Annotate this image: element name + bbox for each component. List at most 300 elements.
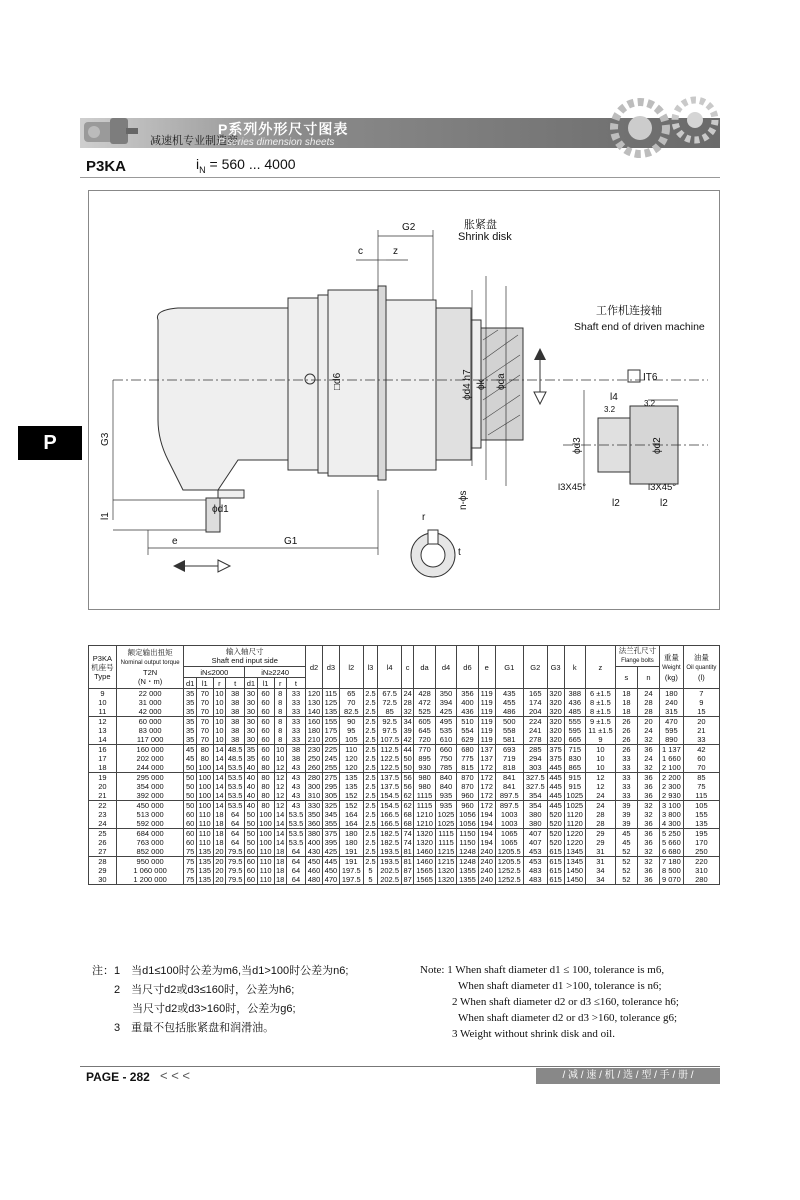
- table-cell: 1 137: [660, 745, 684, 755]
- table-cell: 8: [274, 735, 286, 745]
- table-cell: 38: [286, 745, 305, 755]
- table-cell: 1003: [495, 810, 523, 819]
- table-cell: 9: [89, 689, 117, 699]
- table-cell: 1345: [564, 857, 585, 867]
- table-cell: 110: [257, 866, 274, 875]
- table-cell: 79.5: [226, 857, 245, 867]
- table-cell: 35: [184, 689, 196, 699]
- dim-d6: □d6: [332, 372, 343, 390]
- table-row: [89, 829, 720, 839]
- table-body: [89, 689, 720, 885]
- table-cell: 1115: [435, 838, 456, 847]
- table-cell: 43: [286, 791, 305, 801]
- table-cell: 10: [213, 698, 225, 707]
- table-cell: 14: [274, 829, 286, 839]
- table-cell: 14: [213, 754, 225, 763]
- table-cell: 1056: [457, 819, 478, 829]
- table-cell: 930: [414, 763, 435, 773]
- table-cell: 380: [523, 819, 547, 829]
- table-cell: 42: [683, 745, 719, 755]
- notes-en: [420, 962, 679, 1042]
- table-cell: 470: [660, 717, 684, 727]
- table-cell: 1025: [435, 810, 456, 819]
- table-cell: 1565: [414, 866, 435, 875]
- table-cell: 35: [184, 698, 196, 707]
- table-cell: 35: [184, 717, 196, 727]
- table-cell: 135: [196, 875, 213, 885]
- table-cell: 31: [585, 857, 615, 867]
- table-cell: 204: [523, 707, 547, 717]
- table-cell: 33: [615, 782, 637, 791]
- page-arrows: < < <: [160, 1068, 190, 1083]
- page-number: PAGE - 282: [86, 1070, 150, 1084]
- table-cell: 115: [683, 791, 719, 801]
- table-cell: 60: [245, 875, 257, 885]
- table-cell: 450: [306, 857, 323, 867]
- table-row: [89, 726, 720, 735]
- table-cell: 75: [683, 782, 719, 791]
- table-cell: 4 300: [660, 819, 684, 829]
- table-cell: 36: [637, 838, 659, 847]
- model-label: P3KA: [86, 158, 127, 175]
- table-cell: 12: [274, 773, 286, 783]
- table-cell: 50: [245, 810, 257, 819]
- table-cell: 32: [637, 763, 659, 773]
- table-cell: 110: [257, 875, 274, 885]
- table-cell: 92.5: [378, 717, 402, 727]
- col-h: G1: [495, 646, 523, 689]
- table-cell: 33: [615, 773, 637, 783]
- table-cell: 629: [457, 735, 478, 745]
- table-cell: 43: [286, 801, 305, 811]
- col-h: c: [401, 646, 413, 689]
- table-cell: 327.5: [523, 782, 547, 791]
- table-row: [89, 698, 720, 707]
- table-cell: 870: [457, 773, 478, 783]
- table-cell: 645: [414, 726, 435, 735]
- table-cell: 581: [495, 735, 523, 745]
- section-tab: P: [18, 426, 82, 460]
- table-row: [89, 745, 720, 755]
- note-2b-cn: 当尺寸d2或d3>160时，公差为g6;: [132, 1003, 296, 1015]
- table-cell: 119: [478, 717, 495, 727]
- table-cell: 770: [414, 745, 435, 755]
- table-cell: 445: [322, 857, 339, 867]
- table-cell: 407: [523, 829, 547, 839]
- table-cell: 18: [615, 698, 637, 707]
- ratio-range: $i_N = 560$ ... 4000: [196, 156, 296, 175]
- table-cell: 330: [306, 801, 323, 811]
- table-cell: 36: [637, 875, 659, 885]
- dim-l3x45-right: l3X45°: [648, 482, 677, 493]
- table-cell: 60: [184, 810, 196, 819]
- table-cell: 240: [478, 866, 495, 875]
- table-cell: 120: [339, 754, 363, 763]
- table-cell: 394: [435, 698, 456, 707]
- col-flange: 法兰孔尺寸 Flange bolts: [615, 646, 659, 667]
- table-cell: 197.5: [339, 875, 363, 885]
- table-cell: 95: [339, 726, 363, 735]
- table-cell: 205: [322, 735, 339, 745]
- table-cell: 135: [339, 773, 363, 783]
- note-1-cn: 1 当d1≤100时公差为m6,当d1>100时公差为n6;: [114, 965, 349, 977]
- driven-shaft: [563, 370, 708, 490]
- table-cell: 172: [478, 763, 495, 773]
- table-cell: 380: [306, 829, 323, 839]
- table-cell: 1320: [414, 838, 435, 847]
- table-cell: 140: [306, 707, 323, 717]
- table-cell: 280: [683, 875, 719, 885]
- table-cell: 428: [414, 689, 435, 699]
- table-cell: 65: [339, 689, 363, 699]
- col-h: l2: [339, 646, 363, 689]
- table-cell: 18: [274, 875, 286, 885]
- table-cell: 194: [478, 819, 495, 829]
- table-cell: 135: [339, 782, 363, 791]
- table-cell: 100: [196, 773, 213, 783]
- table-cell: 50: [184, 791, 196, 801]
- table-cell: 155: [683, 810, 719, 819]
- table-cell: 35: [184, 726, 196, 735]
- table-cell: 2.5: [363, 819, 378, 829]
- table-cell: 135: [196, 857, 213, 867]
- table-cell: 50: [184, 773, 196, 783]
- table-cell: 52: [615, 875, 637, 885]
- dim-t: t: [458, 547, 461, 558]
- col-h: k: [564, 646, 585, 689]
- table-cell: 818: [495, 763, 523, 773]
- table-cell: 79.5: [226, 866, 245, 875]
- table-cell: 28: [637, 698, 659, 707]
- table-cell: 32: [637, 857, 659, 867]
- table-cell: 14: [213, 763, 225, 773]
- table-cell: 75: [184, 847, 196, 857]
- table-cell: 8 500: [660, 866, 684, 875]
- table-cell: 2.5: [363, 717, 378, 727]
- table-cell: 763 000: [116, 838, 184, 847]
- table-cell: 154.5: [378, 791, 402, 801]
- table-row: [89, 689, 720, 699]
- table-cell: 1210: [414, 819, 435, 829]
- table-row: [89, 810, 720, 819]
- dim-d4h7: ϕd4 h7: [462, 369, 473, 400]
- table-cell: 33: [615, 754, 637, 763]
- table-cell: 303: [523, 763, 547, 773]
- table-cell: 39: [401, 726, 413, 735]
- table-cell: 240: [478, 847, 495, 857]
- table-cell: 2.5: [363, 791, 378, 801]
- table-cell: 12: [274, 763, 286, 773]
- table-cell: 1320: [435, 875, 456, 885]
- table-cell: 10: [585, 745, 615, 755]
- table-row: [89, 875, 720, 885]
- table-cell: 915: [564, 773, 585, 783]
- table-cell: 660: [435, 745, 456, 755]
- table-cell: 10: [213, 717, 225, 727]
- table-cell: 152: [339, 801, 363, 811]
- table-cell: 10: [213, 689, 225, 699]
- table-cell: 327.5: [523, 773, 547, 783]
- col-sub: l1: [196, 678, 213, 689]
- table-cell: 70: [339, 698, 363, 707]
- dim-d3: ϕd3: [572, 437, 583, 454]
- table-cell: 895: [414, 754, 435, 763]
- table-cell: 719: [495, 754, 523, 763]
- table-cell: 26: [89, 838, 117, 847]
- table-cell: 154.5: [378, 801, 402, 811]
- table-cell: 164: [339, 819, 363, 829]
- dim-ns: n-ϕs: [458, 490, 469, 510]
- table-row: [89, 819, 720, 829]
- table-cell: 53.5: [226, 773, 245, 783]
- dim-g1: G1: [284, 536, 298, 547]
- table-cell: 14: [213, 745, 225, 755]
- table-cell: 72.5: [378, 698, 402, 707]
- table-cell: 1003: [495, 819, 523, 829]
- table-cell: 1150: [457, 829, 478, 839]
- dim-l3x45-left: l3X45°: [558, 482, 587, 493]
- table-cell: 1 060 000: [116, 866, 184, 875]
- table-row: [89, 763, 720, 773]
- table-cell: 30: [245, 717, 257, 727]
- table-cell: 19: [89, 773, 117, 783]
- table-cell: 1115: [414, 801, 435, 811]
- table-cell: 38: [286, 754, 305, 763]
- table-cell: 180: [306, 726, 323, 735]
- table-cell: 425: [322, 847, 339, 857]
- table-cell: 2 100: [660, 763, 684, 773]
- table-cell: 25: [89, 829, 117, 839]
- table-cell: 8 ±1.5: [585, 707, 615, 717]
- table-cell: 119: [478, 735, 495, 745]
- table-cell: 2.5: [363, 763, 378, 773]
- table-cell: 64: [286, 847, 305, 857]
- table-cell: 100: [257, 810, 274, 819]
- table-cell: 558: [495, 726, 523, 735]
- table-cell: 240: [478, 875, 495, 885]
- table-cell: 75: [184, 866, 196, 875]
- table-cell: 10: [585, 763, 615, 773]
- table-cell: 130: [306, 698, 323, 707]
- table-cell: 194: [478, 838, 495, 847]
- table-cell: 345: [322, 810, 339, 819]
- table-cell: 8: [274, 707, 286, 717]
- table-cell: 245: [322, 754, 339, 763]
- table-cell: 6 ±1.5: [585, 689, 615, 699]
- table-cell: 395: [322, 838, 339, 847]
- table-cell: 445: [547, 801, 564, 811]
- table-cell: 14: [274, 810, 286, 819]
- table-cell: 407: [523, 838, 547, 847]
- table-cell: 70: [196, 726, 213, 735]
- note-1b-en: When shaft diameter d1 >100, tolerance is n6;: [458, 980, 662, 992]
- table-cell: 453: [523, 857, 547, 867]
- table-row: [89, 801, 720, 811]
- table-row: [89, 735, 720, 745]
- table-cell: 250: [306, 754, 323, 763]
- table-cell: 8: [274, 726, 286, 735]
- table-row: [89, 782, 720, 791]
- col-h: l3: [363, 646, 378, 689]
- table-cell: 455: [495, 698, 523, 707]
- table-cell: 30: [245, 698, 257, 707]
- table-cell: 50: [184, 782, 196, 791]
- table-cell: 53.5: [286, 829, 305, 839]
- table-cell: 320: [547, 698, 564, 707]
- table-cell: 31 000: [116, 698, 184, 707]
- table-cell: 27: [89, 847, 117, 857]
- table-cell: 32: [637, 801, 659, 811]
- table-cell: 64: [226, 819, 245, 829]
- table-cell: 1065: [495, 829, 523, 839]
- table-cell: 52: [615, 866, 637, 875]
- table-cell: 8 ±1.5: [585, 698, 615, 707]
- table-cell: 12: [585, 773, 615, 783]
- table-cell: 24: [401, 689, 413, 699]
- table-cell: 70: [196, 735, 213, 745]
- table-cell: 750: [435, 754, 456, 763]
- table-cell: 52: [615, 857, 637, 867]
- dim-g2: G2: [402, 222, 416, 233]
- col-sub: l1: [257, 678, 274, 689]
- table-cell: 12: [274, 791, 286, 801]
- dimension-drawing: [88, 190, 720, 610]
- table-cell: 39: [615, 819, 637, 829]
- col-h: G3: [547, 646, 564, 689]
- table-cell: 24: [637, 726, 659, 735]
- table-cell: 120: [306, 689, 323, 699]
- table-cell: 255: [322, 763, 339, 773]
- table-cell: 170: [683, 838, 719, 847]
- table-cell: 50: [184, 801, 196, 811]
- table-cell: 1252.5: [495, 866, 523, 875]
- table-cell: 34: [585, 866, 615, 875]
- table-cell: 693: [495, 745, 523, 755]
- table-cell: 202.5: [378, 875, 402, 885]
- table-cell: 35: [184, 735, 196, 745]
- table-cell: 22 000: [116, 689, 184, 699]
- table-cell: 135: [196, 847, 213, 857]
- table-cell: 380: [523, 810, 547, 819]
- table-cell: 320: [547, 707, 564, 717]
- table-cell: 52: [615, 847, 637, 857]
- dim-da: ϕda: [496, 373, 507, 390]
- table-cell: 445: [547, 773, 564, 783]
- table-cell: 36: [637, 829, 659, 839]
- table-cell: 355: [322, 819, 339, 829]
- table-cell: 50: [401, 754, 413, 763]
- table-cell: 960: [457, 801, 478, 811]
- table-cell: 193.5: [378, 857, 402, 867]
- table-cell: 15: [683, 707, 719, 717]
- table-cell: 6 680: [660, 847, 684, 857]
- table-cell: 26: [615, 745, 637, 755]
- table-cell: 1220: [564, 829, 585, 839]
- table-cell: 202 000: [116, 754, 184, 763]
- table-cell: 1025: [564, 801, 585, 811]
- table-cell: 595: [564, 726, 585, 735]
- table-cell: 80: [196, 745, 213, 755]
- table-cell: 436: [457, 707, 478, 717]
- table-cell: 48.5: [226, 754, 245, 763]
- table-cell: 230: [306, 745, 323, 755]
- table-cell: 615: [547, 857, 564, 867]
- table-cell: 137.5: [378, 782, 402, 791]
- table-cell: 1215: [435, 857, 456, 867]
- table-cell: 495: [435, 717, 456, 727]
- table-cell: 30: [245, 726, 257, 735]
- col-sub: d1: [184, 678, 196, 689]
- table-cell: 1355: [457, 866, 478, 875]
- col-sub: t: [286, 678, 305, 689]
- table-cell: 897.5: [495, 801, 523, 811]
- table-cell: 87: [401, 866, 413, 875]
- table-cell: 2.5: [363, 735, 378, 745]
- table-cell: 119: [478, 707, 495, 717]
- table-row: [89, 773, 720, 783]
- table-cell: 450 000: [116, 801, 184, 811]
- table-cell: 1220: [564, 838, 585, 847]
- dim-z: z: [393, 246, 398, 257]
- table-cell: 841: [495, 782, 523, 791]
- table-cell: 841: [495, 773, 523, 783]
- table-cell: 665: [564, 735, 585, 745]
- table-cell: 80: [257, 773, 274, 783]
- table-cell: 2.5: [363, 857, 378, 867]
- table-cell: 10: [213, 735, 225, 745]
- table-cell: 32: [637, 735, 659, 745]
- table-cell: 50: [245, 838, 257, 847]
- table-cell: 14: [213, 773, 225, 783]
- table-cell: 53.5: [226, 782, 245, 791]
- table-cell: 1150: [457, 838, 478, 847]
- table-cell: 1252.5: [495, 875, 523, 885]
- table-cell: 110: [257, 857, 274, 867]
- table-cell: 224: [523, 717, 547, 727]
- table-cell: 29: [585, 838, 615, 847]
- col-torque: 额定输出扭矩 Nominal output torque T2N (N・m): [116, 646, 184, 689]
- table-cell: 1248: [457, 857, 478, 867]
- table-cell: 445: [547, 791, 564, 801]
- table-cell: 2 300: [660, 782, 684, 791]
- table-cell: 100: [196, 801, 213, 811]
- table-cell: 2.5: [363, 773, 378, 783]
- table-cell: 2.5: [363, 782, 378, 791]
- table-cell: 7: [683, 689, 719, 699]
- col-s: s: [615, 667, 637, 689]
- table-cell: 39: [615, 801, 637, 811]
- table-cell: 354 000: [116, 782, 184, 791]
- table-cell: 172: [478, 801, 495, 811]
- table-cell: 38: [226, 735, 245, 745]
- table-cell: 388: [564, 689, 585, 699]
- table-cell: 122.5: [378, 763, 402, 773]
- table-cell: 486: [495, 707, 523, 717]
- note-2a-en: 2 When shaft diameter d2 or d3 ≤160, tolerance h6;: [452, 996, 679, 1008]
- table-cell: 513 000: [116, 810, 184, 819]
- table-cell: 83 000: [116, 726, 184, 735]
- table-cell: 14: [213, 782, 225, 791]
- table-cell: 191: [339, 857, 363, 867]
- table-cell: 20: [213, 875, 225, 885]
- table-cell: 50: [245, 829, 257, 839]
- table-cell: 555: [564, 717, 585, 727]
- table-cell: 10: [89, 698, 117, 707]
- table-cell: 18: [274, 866, 286, 875]
- table-cell: 9: [585, 735, 615, 745]
- table-cell: 12: [585, 782, 615, 791]
- table-cell: 172: [478, 782, 495, 791]
